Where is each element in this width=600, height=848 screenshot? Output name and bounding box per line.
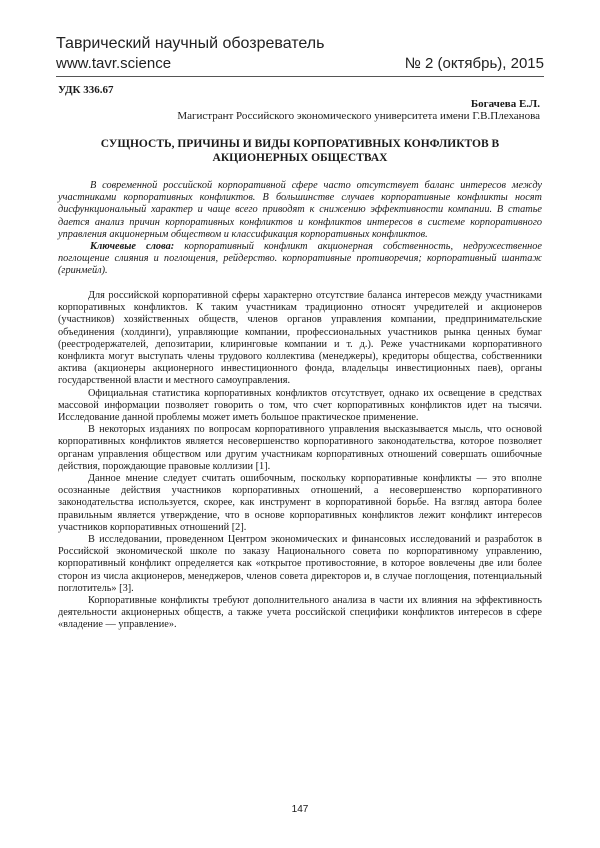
journal-meta-row — [56, 54, 544, 74]
udk-code: УДК 336.67 — [58, 84, 114, 96]
body-paragraph: Официальная статистика корпоративных конфликтов отсутствует, однако их освещение в средствах массовой информации позволяет говорить о том, что счет корпоративных конфликтов идет на тысячи. Исследование данной проблемы может иметь большое практическое применение. — [58, 387, 542, 424]
author-affiliation: Магистрант Российского экономического университета имени Г.В.Плеханова — [177, 110, 540, 122]
author-name: Богачева Е.Л. — [470, 98, 540, 110]
article-body — [58, 290, 542, 632]
header-divider — [56, 76, 544, 77]
body-paragraph: Данное мнение следует считать ошибочным, поскольку корпоративные конфликты — это вполне осознанные действия участников корпоративных отношений, а несовершенство корпоративного законодательства используется, скорее, как инструмент в корпоративной борьбе. На взгляд автора более правильным является утверждение, что в основе корпоративных конфликтов лежит конфликт интересов участников корпоративных отношений [2]. — [58, 473, 542, 533]
keywords — [58, 241, 542, 278]
journal-issue: № 2 (октябрь), 2015 — [404, 55, 544, 72]
article-title: СУЩНОСТЬ, ПРИЧИНЫ И ВИДЫ КОРПОРАТИВНЫХ КОНФЛИКТОВ В АКЦИОНЕРНЫХ ОБЩЕСТВАХ — [100, 138, 500, 164]
journal-name: Таврический научный обозреватель — [56, 35, 325, 52]
abstract-text: В современной российской корпоративной сфере часто отсутствует баланс интересов между участниками корпоративных конфликтов. В большинстве случаев корпоративные конфликты носят дисфункциональный характер и чаще всего приводят к снижению эффективности компании. В статье дается анализ причин корпоративных конфликтов и конфликтов интересов в системе корпоративного управления акционерным обществом и классификация корпоративных конфликтов. — [58, 180, 542, 240]
body-paragraph: В исследовании, проведенном Центром экономических и финансовых исследований и разработок в Российской экономической школе по заказу Национального совета по корпоративному управлению, корпоративный конфликт определяется как «открытое противостояние, в которое вовлечены две или более сторон из числа акционеров, менеджеров, членов совета директоров и, в случае поглощения, потенциальный поглотитель» [3]. — [58, 534, 542, 594]
journal-site-link[interactable]: www.tavr.science — [56, 55, 172, 72]
keywords-list: корпоративный конфликт акционерная собственность, недружественное поглощение слияния и поглощения, рейдерство. корпоративные противоречия; корпоративный шантаж (гринмейл). — [58, 241, 543, 277]
body-paragraph: Для российской корпоративной сферы характерно отсутствие баланса интересов между участниками корпоративных конфликтов. К таким участникам традиционно относят учредителей и акционеров (участников) хозяйственных обществ, членов органов управления компании, предпринимательские объединения (холдинги), управляющие компании, профессиональных участников рынка ценных бумаг (реестродержателей, депозитарии, клиринговые компании и т. д.). Реже участниками корпоративного конфликта могут выступать члены трудового коллектива (менеджеры), кредиторы общества, собственники актива (акционеры акционерного инвестиционного фонда, владельцы инвестиционных паев), органы государственной власти и местного самоуправления. — [58, 290, 542, 387]
abstract — [58, 180, 542, 278]
body-paragraph: Корпоративные конфликты требуют дополнительного анализа в части их влияния на эффективность деятельности акционерных обществ, а также учета российской специфики конфликтов интересов в сфере «владение — управление». — [58, 595, 542, 631]
body-paragraph: В некоторых изданиях по вопросам корпоративного управления высказывается мысль, что основой корпоративных конфликтов является несовершенство корпоративного законодательства, которое позволяет органам управления обществом или другим участникам корпоративных отношений совершать ошибочные действия, порождающие правовые коллизии [1]. — [58, 424, 542, 472]
journal-header — [56, 34, 544, 74]
page-number: 147 — [291, 804, 309, 815]
keywords-label: Ключевые слова: — [90, 241, 175, 253]
